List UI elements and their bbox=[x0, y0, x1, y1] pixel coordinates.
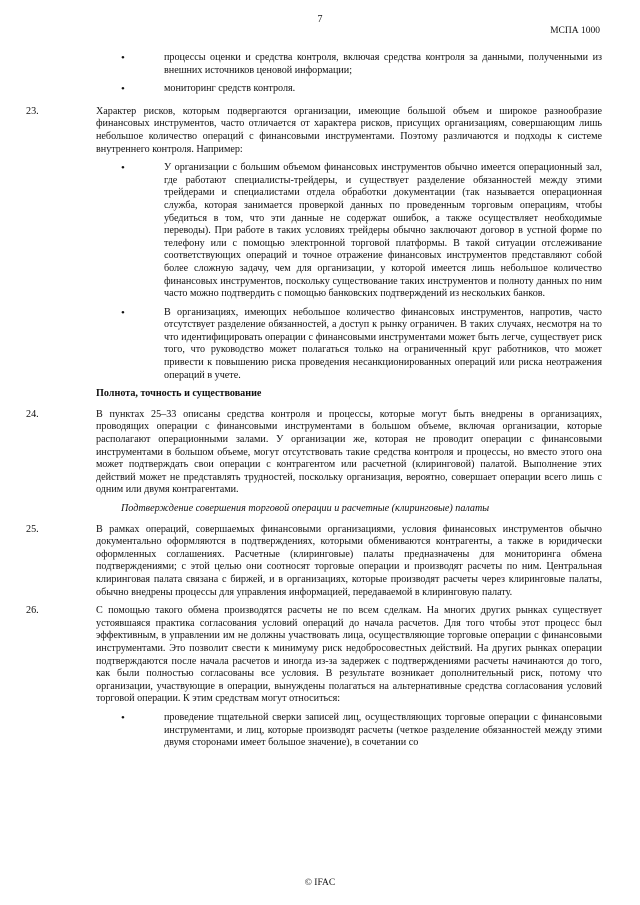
bullet-text: В организациях, имеющих небольшое количество финансовых инструментов, напротив, часто отсутствует разделение обязанностей, а доступ к рынку ограничен. В таких случаях, несмотря на то что идентифицировать операции с финансовыми инструментами может быть легче, существует риск того, что руководство может полагаться только на ограниченный круг работников, что может привести к повышению риска проведения несанкционированных операций или риска неотражения операций в учете. bbox=[164, 306, 602, 381]
paragraph-26 bbox=[26, 605, 602, 706]
page-number: 7 bbox=[317, 14, 323, 25]
bullet-text: мониторинг средств контроля. bbox=[164, 83, 296, 95]
bullet-icon: • bbox=[121, 711, 125, 724]
paragraph-24 bbox=[26, 408, 602, 497]
paragraph-text: В пунктах 25–33 описаны средства контроля и процессы, которые могут быть внедрены в организациях, проводящих операции с финансовыми инструментами в большом объеме, включая организации, которые располагают операционными залами. У организации же, которая не проводит операции с финансовыми инструментами в большом объеме, могут отсутствовать такие средства контроля и процессы, но вместо этого она может подтверждать свои операции с контрагентом или расчетной (клиринговой) палатой. Выполнение этих действий может не представлять трудностей, поскольку организация, вероятно, совершает операции всего лишь с одним или двумя контрагентами. bbox=[96, 408, 602, 496]
bullet-text: процессы оценки и средства контроля, включая средства контроля за данными, полученными из внешних источников ценовой информации; bbox=[164, 52, 602, 76]
paragraph-number: 25. bbox=[26, 523, 39, 535]
bullet-icon: • bbox=[121, 162, 125, 175]
paragraph-25 bbox=[26, 523, 602, 600]
subsection-heading: Подтверждение совершения торговой операции и расчетные (клиринговые) палаты bbox=[121, 503, 490, 514]
bullet-icon: • bbox=[121, 306, 125, 319]
paragraph-number: 26. bbox=[26, 605, 39, 617]
bullet-item bbox=[121, 83, 602, 96]
paragraph-text: С помощью такого обмена производятся расчеты не по всем сделкам. На многих других рынках существует устоявшаяся практика согласования условий операций до начала расчетов. Для того чтобы этот процесс был эффективным, в управлении им не должны участвовать лица, осуществляющие торговые операции с финансовыми инструментами. Это позволит свести к минимуму риск недобросовестных действий. На других рынках операции подтверждаются после начала расчетов и иногда из-за задержек с подтверждениями расчеты начинаются до того, как были полностью согласованы все условия. В результате возникает дополнительный риск, потому что организации, участвующие в операции, вынуждены полагаться на альтернативные средства согласования условий торговой операции. К этим средствам могут относиться: bbox=[96, 605, 602, 705]
document-code: МСПА 1000 bbox=[550, 26, 600, 36]
bullet-item bbox=[121, 162, 602, 301]
page-footer: © IFAC bbox=[304, 878, 336, 888]
bullet-item bbox=[121, 307, 602, 383]
paragraph-text: В рамках операций, совершаемых финансовыми организациями, условия финансовых инструментов обычно документально оформляются в подтверждениях, которыми обмениваются контрагенты, а также в юридически оформленных соглашениях. Расчетные (клиринговые) палаты предназначены для мониторинга обмена подтверждениями; с этой целью они соотносят торговые операции и производят расчеты по ним. Центральная клиринговая палата связана с биржей, и в организациях, которые производят расчеты через клиринговые палаты, обычно внедрены процессы для управления информацией, передаваемой в клиринговую палату. bbox=[96, 523, 602, 598]
paragraph-23 bbox=[26, 105, 602, 156]
document-body bbox=[26, 52, 602, 756]
paragraph-number: 24. bbox=[26, 408, 39, 420]
bullet-item bbox=[121, 712, 602, 750]
paragraph-text: Характер рисков, которым подвергаются организации, имеющие большой объем и широкое разнообразие финансовых инструментов, часто отличается от характера рисков, присущих организациям, совершающим лишь небольшое количество операций с финансовыми инструментами. Поэтому различаются и подходы к системе внутреннего контроля. Например: bbox=[96, 105, 602, 155]
paragraph-number: 23. bbox=[26, 105, 39, 117]
bullet-icon: • bbox=[121, 52, 125, 64]
bullet-text: проведение тщательной сверки записей лиц, осуществляющих торговые операции с финансовыми инструментами, и лиц, которые производят расчеты (четкое разделение обязанностей между этими двумя сторонами имеет большое значение), в сочетании со bbox=[164, 711, 602, 749]
bullet-icon: • bbox=[121, 83, 125, 96]
section-heading: Полнота, точность и существование bbox=[96, 388, 262, 400]
bullet-text: У организации с большим объемом финансовых инструментов обычно имеется операционный зал, где работают специалисты-трейдеры, и существует разделение обязанностей между этими трейдерами и специалистами отдела обработки документации (так называется операционная служба, которая занимается проверкой данных по проведенным торговым операциям, чтобы убедиться в том, что эти данные не содержат ошибок, а также осуществляет необходимые переводы). При работе в таких условиях трейдеры обычно заключают договор в устной форме по телефону или с помощью электронной торговой платформы. В такой ситуации отслеживание соответствующих операций и точное отражение финансовых инструментов представляют собой более сложную задачу, чем для организации, у которой имеется лишь небольшое количество финансовых инструментов, поскольку существование таких инструментов и полноту данных по ним часто можно подтвердить с помощью банковских подтверждений из нескольких банков. bbox=[164, 162, 602, 300]
bullet-item bbox=[121, 52, 602, 77]
